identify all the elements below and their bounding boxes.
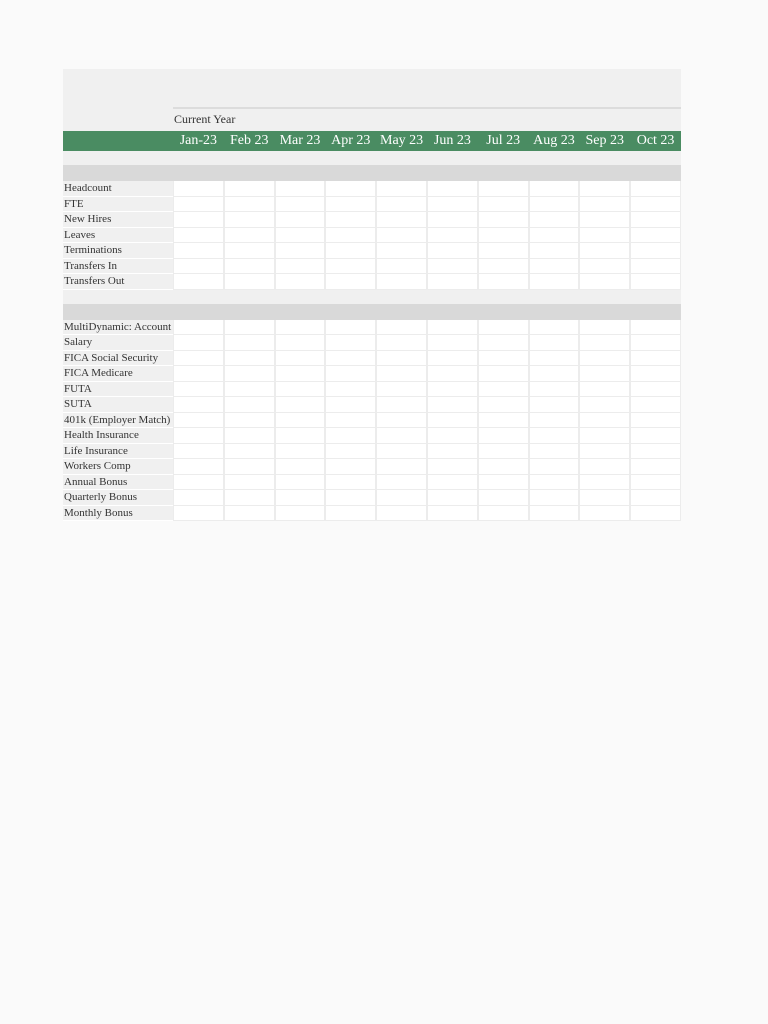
data-cell[interactable] — [630, 274, 681, 290]
data-cell[interactable] — [325, 382, 376, 398]
data-cell[interactable] — [478, 413, 529, 429]
data-cell[interactable] — [579, 490, 630, 506]
data-cell[interactable] — [376, 274, 427, 290]
data-cell[interactable] — [325, 320, 376, 336]
data-cell[interactable] — [529, 212, 580, 228]
row-label: Life Insurance — [63, 444, 173, 460]
month-header-cell[interactable]: Jan-23 — [179, 133, 218, 148]
data-cell[interactable] — [173, 197, 224, 213]
data-cell[interactable] — [275, 228, 326, 244]
data-cell[interactable] — [579, 197, 630, 213]
data-cell[interactable] — [478, 259, 529, 275]
data-cell[interactable] — [529, 351, 580, 367]
table-row — [63, 243, 681, 259]
data-cell[interactable] — [427, 366, 478, 382]
data-cell[interactable] — [376, 197, 427, 213]
data-cell[interactable] — [325, 413, 376, 429]
data-cell[interactable] — [224, 274, 275, 290]
data-cell[interactable] — [478, 366, 529, 382]
data-cell[interactable] — [173, 259, 224, 275]
data-cell[interactable] — [529, 335, 580, 351]
data-cell[interactable] — [173, 274, 224, 290]
data-cell[interactable] — [478, 212, 529, 228]
data-cell[interactable] — [376, 351, 427, 367]
table-row — [63, 444, 681, 460]
data-cell[interactable] — [275, 397, 326, 413]
data-cell[interactable] — [173, 506, 224, 522]
data-cell[interactable] — [579, 428, 630, 444]
data-cell[interactable] — [478, 428, 529, 444]
data-cell[interactable] — [529, 428, 580, 444]
data-cell[interactable] — [275, 212, 326, 228]
data-cell[interactable] — [376, 506, 427, 522]
data-cell[interactable] — [376, 413, 427, 429]
data-cell[interactable] — [630, 459, 681, 475]
data-cell[interactable] — [224, 366, 275, 382]
row-label: FICA Medicare — [63, 366, 173, 382]
table-row — [63, 459, 681, 475]
row-label: Salary — [63, 335, 173, 351]
cost-section — [63, 320, 681, 522]
section-band-costs — [63, 304, 681, 320]
data-cell[interactable] — [224, 459, 275, 475]
data-cell[interactable] — [173, 366, 224, 382]
month-header-cell[interactable]: Mar 23 — [279, 133, 321, 148]
spacer-row — [63, 290, 681, 304]
table-row — [63, 490, 681, 506]
data-cell[interactable] — [529, 274, 580, 290]
table-row — [63, 475, 681, 491]
data-cell[interactable] — [376, 428, 427, 444]
data-cell[interactable] — [376, 490, 427, 506]
data-cell[interactable] — [224, 228, 275, 244]
data-cell[interactable] — [376, 181, 427, 197]
data-cell[interactable] — [224, 428, 275, 444]
data-cell[interactable] — [579, 228, 630, 244]
data-cell[interactable] — [630, 228, 681, 244]
table-row — [63, 506, 681, 522]
data-cell[interactable] — [173, 335, 224, 351]
row-label: Terminations — [63, 243, 173, 259]
data-cell[interactable] — [478, 351, 529, 367]
data-cell[interactable] — [275, 428, 326, 444]
section-band-headcount — [63, 165, 681, 181]
month-header-cell[interactable]: Oct 23 — [636, 133, 675, 148]
data-cell[interactable] — [427, 274, 478, 290]
table-row — [63, 320, 681, 336]
table-row — [63, 197, 681, 213]
data-cell[interactable] — [579, 413, 630, 429]
data-cell[interactable] — [224, 506, 275, 522]
data-cell[interactable] — [529, 382, 580, 398]
data-cell[interactable] — [173, 413, 224, 429]
data-cell[interactable] — [275, 413, 326, 429]
data-cell[interactable] — [529, 259, 580, 275]
data-cell[interactable] — [427, 413, 478, 429]
data-cell[interactable] — [325, 459, 376, 475]
data-cell[interactable] — [579, 212, 630, 228]
data-cell[interactable] — [529, 243, 580, 259]
data-cell[interactable] — [224, 259, 275, 275]
data-cell[interactable] — [173, 320, 224, 336]
data-cell[interactable] — [579, 366, 630, 382]
data-cell[interactable] — [376, 320, 427, 336]
data-cell[interactable] — [478, 459, 529, 475]
data-cell[interactable] — [325, 475, 376, 491]
data-cell[interactable] — [579, 259, 630, 275]
data-cell[interactable] — [427, 459, 478, 475]
data-cell[interactable] — [529, 320, 580, 336]
data-cell[interactable] — [173, 243, 224, 259]
data-cell[interactable] — [427, 428, 478, 444]
data-cell[interactable] — [427, 490, 478, 506]
data-cell[interactable] — [427, 335, 478, 351]
data-cell[interactable] — [173, 490, 224, 506]
data-cell[interactable] — [630, 181, 681, 197]
row-label: SUTA — [63, 397, 173, 413]
data-cell[interactable] — [376, 475, 427, 491]
data-cell[interactable] — [325, 228, 376, 244]
data-cell[interactable] — [478, 320, 529, 336]
data-cell[interactable] — [529, 506, 580, 522]
data-cell[interactable] — [630, 335, 681, 351]
data-cell[interactable] — [529, 459, 580, 475]
data-cell[interactable] — [275, 490, 326, 506]
data-cell[interactable] — [224, 382, 275, 398]
table-row — [63, 181, 681, 197]
data-cell[interactable] — [579, 181, 630, 197]
table-row — [63, 397, 681, 413]
data-cell[interactable] — [325, 351, 376, 367]
data-cell[interactable] — [427, 197, 478, 213]
data-cell[interactable] — [224, 475, 275, 491]
data-cell[interactable] — [275, 475, 326, 491]
data-cell[interactable] — [529, 366, 580, 382]
data-cell[interactable] — [630, 197, 681, 213]
data-cell[interactable] — [478, 397, 529, 413]
month-header-cell[interactable]: Jul 23 — [486, 133, 521, 148]
data-cell[interactable] — [376, 228, 427, 244]
row-label: FUTA — [63, 382, 173, 398]
data-cell[interactable] — [376, 366, 427, 382]
data-cell[interactable] — [529, 444, 580, 460]
data-cell[interactable] — [224, 335, 275, 351]
data-cell[interactable] — [529, 228, 580, 244]
data-cell[interactable] — [478, 382, 529, 398]
data-cell[interactable] — [427, 259, 478, 275]
data-cell[interactable] — [376, 335, 427, 351]
table-row — [63, 366, 681, 382]
data-cell[interactable] — [325, 181, 376, 197]
data-cell[interactable] — [630, 366, 681, 382]
row-label: FICA Social Security — [63, 351, 173, 367]
spacer-row — [63, 151, 681, 165]
row-label: Transfers Out — [63, 274, 173, 290]
data-cell[interactable] — [275, 382, 326, 398]
data-cell[interactable] — [579, 475, 630, 491]
data-cell[interactable] — [478, 506, 529, 522]
month-header-cell[interactable]: Apr 23 — [331, 133, 371, 148]
month-header-cell[interactable]: Jun 23 — [433, 133, 471, 148]
data-cell[interactable] — [325, 243, 376, 259]
row-label: New Hires — [63, 212, 173, 228]
month-header-cell[interactable]: Aug 23 — [533, 133, 575, 148]
data-cell[interactable] — [579, 351, 630, 367]
data-cell[interactable] — [579, 243, 630, 259]
data-cell[interactable] — [376, 459, 427, 475]
data-cell[interactable] — [325, 366, 376, 382]
row-label: Transfers In — [63, 259, 173, 275]
data-cell[interactable] — [224, 212, 275, 228]
table-row — [63, 382, 681, 398]
data-cell[interactable] — [630, 259, 681, 275]
data-cell[interactable] — [630, 413, 681, 429]
table-row — [63, 335, 681, 351]
data-cell[interactable] — [427, 212, 478, 228]
data-cell[interactable] — [275, 259, 326, 275]
data-cell[interactable] — [630, 320, 681, 336]
data-cell[interactable] — [630, 506, 681, 522]
data-cell[interactable] — [275, 459, 326, 475]
data-cell[interactable] — [325, 274, 376, 290]
data-cell[interactable] — [275, 366, 326, 382]
data-cell[interactable] — [478, 228, 529, 244]
data-cell[interactable] — [173, 428, 224, 444]
headcount-section — [63, 181, 681, 290]
data-cell[interactable] — [478, 490, 529, 506]
data-cell[interactable] — [529, 181, 580, 197]
table-row — [63, 259, 681, 275]
data-cell[interactable] — [275, 320, 326, 336]
row-label: Health Insurance — [63, 428, 173, 444]
data-cell[interactable] — [376, 212, 427, 228]
data-cell[interactable] — [173, 351, 224, 367]
data-cell[interactable] — [224, 243, 275, 259]
data-cell[interactable] — [173, 459, 224, 475]
data-cell[interactable] — [579, 382, 630, 398]
data-cell[interactable] — [579, 274, 630, 290]
row-label: Headcount — [63, 181, 173, 197]
data-cell[interactable] — [579, 506, 630, 522]
row-label: Quarterly Bonus — [63, 490, 173, 506]
row-label: MultiDynamic: Account — [63, 320, 173, 336]
data-cell[interactable] — [376, 382, 427, 398]
data-cell[interactable] — [224, 413, 275, 429]
data-cell[interactable] — [579, 459, 630, 475]
data-cell[interactable] — [325, 490, 376, 506]
data-cell[interactable] — [427, 475, 478, 491]
data-cell[interactable] — [427, 382, 478, 398]
data-cell[interactable] — [275, 274, 326, 290]
row-label: FTE — [63, 197, 173, 213]
table-row — [63, 212, 681, 228]
data-cell[interactable] — [173, 444, 224, 460]
data-cell[interactable] — [427, 351, 478, 367]
sheet-top-band — [63, 69, 681, 131]
data-cell[interactable] — [224, 490, 275, 506]
data-cell[interactable] — [478, 243, 529, 259]
data-cell[interactable] — [173, 382, 224, 398]
month-header-cell[interactable]: Feb 23 — [229, 133, 269, 148]
data-cell[interactable] — [376, 259, 427, 275]
data-cell[interactable] — [478, 475, 529, 491]
data-cell[interactable] — [630, 382, 681, 398]
data-cell[interactable] — [478, 197, 529, 213]
data-cell[interactable] — [173, 181, 224, 197]
data-cell[interactable] — [427, 320, 478, 336]
data-cell[interactable] — [173, 475, 224, 491]
data-cell[interactable] — [427, 181, 478, 197]
data-cell[interactable] — [325, 506, 376, 522]
data-cell[interactable] — [427, 243, 478, 259]
data-cell[interactable] — [275, 506, 326, 522]
data-cell[interactable] — [224, 444, 275, 460]
data-cell[interactable] — [427, 444, 478, 460]
data-cell[interactable] — [630, 428, 681, 444]
data-cell[interactable] — [630, 212, 681, 228]
data-cell[interactable] — [579, 335, 630, 351]
data-cell[interactable] — [275, 335, 326, 351]
data-cell[interactable] — [630, 444, 681, 460]
data-cell[interactable] — [275, 351, 326, 367]
data-cell[interactable] — [579, 397, 630, 413]
table-row — [63, 228, 681, 244]
data-cell[interactable] — [173, 228, 224, 244]
data-cell[interactable] — [478, 335, 529, 351]
data-cell[interactable] — [275, 197, 326, 213]
data-cell[interactable] — [529, 490, 580, 506]
data-cell[interactable] — [224, 320, 275, 336]
month-header-cell[interactable]: May 23 — [380, 133, 424, 148]
data-cell[interactable] — [427, 506, 478, 522]
data-cell[interactable] — [173, 397, 224, 413]
data-cell[interactable] — [224, 197, 275, 213]
data-cell[interactable] — [376, 397, 427, 413]
data-cell[interactable] — [224, 397, 275, 413]
data-cell[interactable] — [275, 181, 326, 197]
table-row — [63, 413, 681, 429]
data-cell[interactable] — [529, 413, 580, 429]
data-cell[interactable] — [224, 181, 275, 197]
data-cell[interactable] — [376, 444, 427, 460]
data-cell[interactable] — [325, 397, 376, 413]
data-cell[interactable] — [325, 444, 376, 460]
data-cell[interactable] — [427, 228, 478, 244]
data-cell[interactable] — [630, 475, 681, 491]
data-cell[interactable] — [478, 444, 529, 460]
table-row — [63, 274, 681, 290]
current-year-label: Current Year — [174, 112, 236, 126]
data-cell[interactable] — [579, 444, 630, 460]
data-cell[interactable] — [275, 444, 326, 460]
data-cell[interactable] — [630, 351, 681, 367]
row-label: Leaves — [63, 228, 173, 244]
data-cell[interactable] — [376, 243, 427, 259]
year-divider — [173, 107, 681, 109]
data-cell[interactable] — [630, 243, 681, 259]
month-header-cell[interactable]: Sep 23 — [585, 133, 625, 148]
data-cell[interactable] — [325, 259, 376, 275]
data-cell[interactable] — [325, 197, 376, 213]
data-cell[interactable] — [630, 397, 681, 413]
data-cell[interactable] — [529, 475, 580, 491]
row-label: Annual Bonus — [63, 475, 173, 491]
row-label: Workers Comp — [63, 459, 173, 475]
data-cell[interactable] — [529, 397, 580, 413]
data-cell[interactable] — [275, 243, 326, 259]
data-cell[interactable] — [325, 335, 376, 351]
data-cell[interactable] — [478, 274, 529, 290]
data-cell[interactable] — [478, 181, 529, 197]
row-label: Monthly Bonus — [63, 506, 173, 522]
month-header-row — [63, 131, 681, 151]
data-cell[interactable] — [173, 212, 224, 228]
row-label: 401k (Employer Match) — [63, 413, 173, 429]
data-cell[interactable] — [325, 212, 376, 228]
data-cell[interactable] — [224, 351, 275, 367]
data-cell[interactable] — [325, 428, 376, 444]
spreadsheet — [63, 69, 681, 521]
data-cell[interactable] — [427, 397, 478, 413]
table-row — [63, 351, 681, 367]
data-cell[interactable] — [529, 197, 580, 213]
data-cell[interactable] — [630, 490, 681, 506]
table-row — [63, 428, 681, 444]
data-cell[interactable] — [579, 320, 630, 336]
